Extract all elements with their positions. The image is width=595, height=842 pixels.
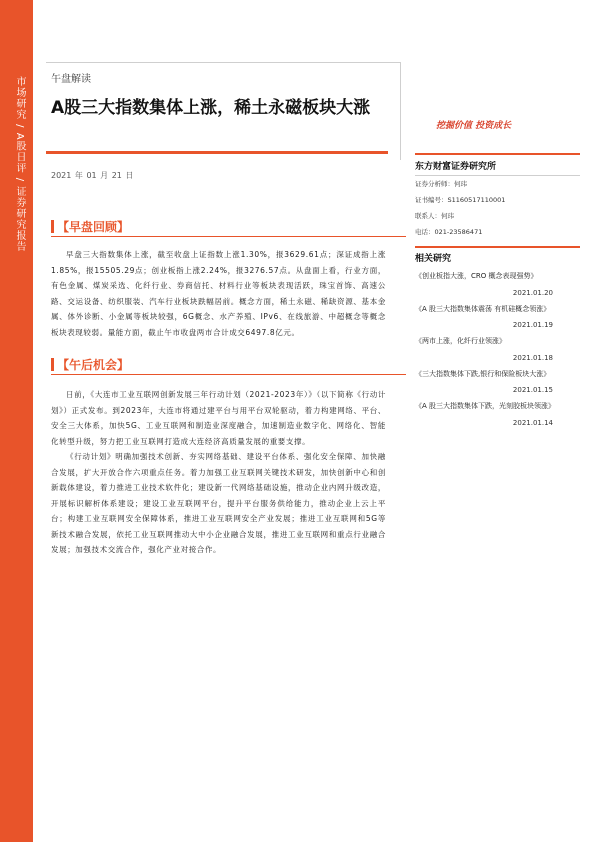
- side-bar: [0, 0, 33, 842]
- report-title: A股三大指数集体上涨，稀土永磁板块大涨: [51, 98, 371, 118]
- related-item-title[interactable]: 《A 股三大指数集体下跌，光刻胶板块领涨》: [415, 402, 556, 410]
- contact-line: 联系人：何玮: [415, 212, 454, 220]
- related-research: [415, 246, 580, 430]
- analyst-info: [415, 153, 580, 240]
- related-item-date: 2021.01.20: [512, 288, 553, 297]
- section-heading-text: 【午后机会】: [57, 358, 130, 372]
- related-heading: 相关研究: [415, 254, 452, 264]
- section-marker: [51, 220, 54, 233]
- related-item-title[interactable]: 《A 股三大指数集体震荡 有机硅概念领涨》: [415, 304, 551, 313]
- analyst-line: 证券分析师：何玮: [415, 180, 467, 188]
- related-item-date: 2021.01.18: [512, 353, 553, 362]
- section-marker: [51, 358, 54, 371]
- header-divider: [400, 62, 401, 160]
- afternoon-paragraph: 《行动计划》明确加强技术创新、夯实网络基础、建设平台体系、强化安全保障、加快融合发展，扩大开放合作六项重点任务。着力加强工业互联网关键技术研发，加快创新中心和创新载体建设，着力推进工业技术软件化；建设新一代网络基础设施，推动企业内网升级改造，开展标识解析体系建设；建设工业互联网平台，提升平台服务供给能力，推动企业上云上平台；构建工业互联网安全保障体系，推进工业互联网安全产业发展；推进工业互联网和5G等新技术融合发展，依托工业互联网推动大中小企业融合发展，推进工业互联网和重点行业融合发展；加强技术交流合作，强化产业对接合作。: [51, 452, 386, 554]
- related-item-date: 2021.01.19: [512, 321, 553, 329]
- related-item-title[interactable]: 《创业板指大涨，CRO 概念表现强势》: [415, 272, 538, 280]
- report-date: 2021 年 01 月 21 日: [51, 171, 134, 180]
- section-heading-review: [51, 218, 406, 237]
- afternoon-body: [51, 387, 386, 558]
- related-item-date: 2021.01.14: [512, 418, 553, 427]
- report-category: 午盘解读: [51, 74, 91, 85]
- section-heading-text: 【早盘回顾】: [57, 220, 130, 234]
- review-paragraph: 早盘三大指数集体上涨，截至收盘上证指数上涨1.30%，报3629.61点；深证成指上涨1.85%，报15505.29点；创业板指上涨2.24%，报3276.57点。从盘面上看，行业方面，有色金属、煤炭采选、化纤行业、券商信托、材料行业等板块表现活跃，珠宝首饰、高速公路、交运设备、纺织服装、汽车行业板块跌幅居前。概念方面，稀土永磁、稀缺资源、基本金属、体外诊断、小金属等板块较强，6G概念、水产养殖、IPv6、在线旅游、中超概念等概念板块表现较弱。量能方面，截止午市收盘两市合计成交6497.8亿元。: [51, 250, 386, 337]
- review-body: [51, 247, 386, 340]
- title-underline: [46, 151, 388, 154]
- related-item-title[interactable]: 《两市上涨，化纤行业领涨》: [415, 337, 506, 345]
- afternoon-paragraph: 日前，《大连市工业互联网创新发展三年行动计划（2021-2023年）》（以下简称《行动计划》）正式发布。到2023年，大连市将通过建平台与用平台双轮驱动，着力构建网络、平台、安全三大体系，加快5G、工业互联网和制造业深度融合，加速制造业数字化、网络化、智能化转型升级，努力把工业互联网打造成大连经济高质量发展的重要支撑。: [51, 390, 386, 446]
- header-top-rule: [46, 62, 401, 63]
- certificate-line: 证书编号：S1160517110001: [415, 196, 506, 204]
- section-heading-afternoon: [51, 356, 406, 375]
- report-type-label: 市场研究 / A股日评 / 证券研究报告: [14, 76, 25, 253]
- related-item-date: 2021.01.15: [512, 386, 553, 394]
- institute-name: 东方财富证券研究所: [415, 155, 580, 176]
- related-item-title[interactable]: 《三大指数集体下跌,银行和保险板块大涨》: [415, 369, 551, 378]
- brand-slogan: 挖掘价值 投资成长: [436, 121, 512, 131]
- phone-line: 电话：021-23586471: [415, 228, 483, 236]
